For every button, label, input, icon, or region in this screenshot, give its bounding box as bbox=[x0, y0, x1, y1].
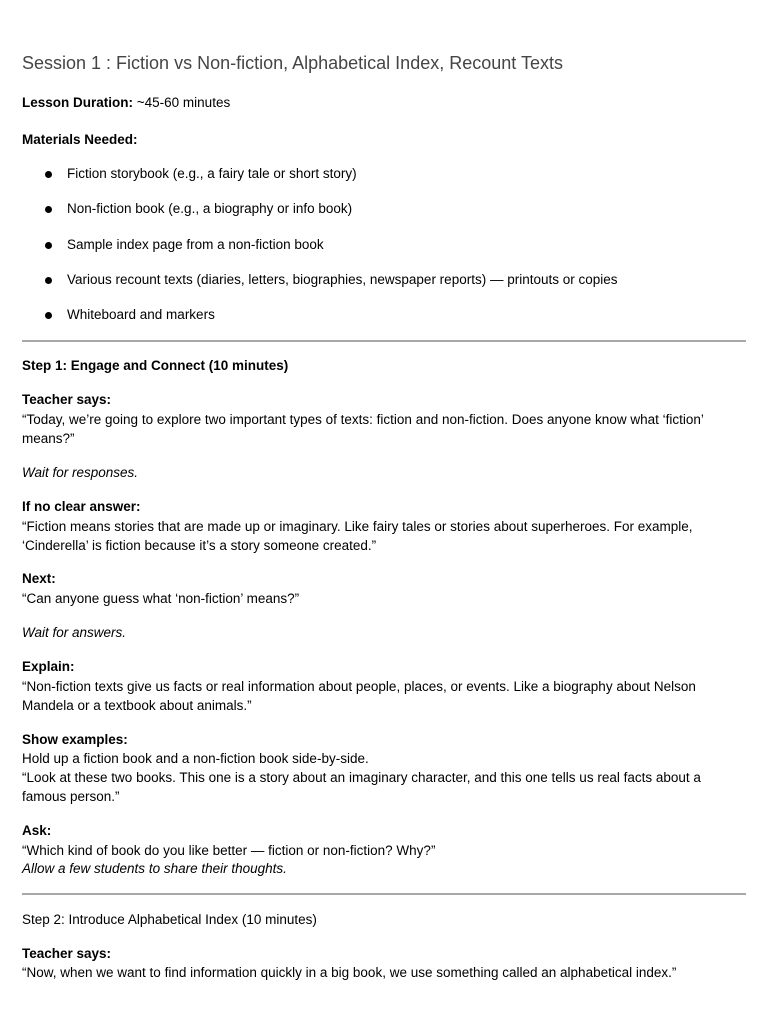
next-label: Next: bbox=[22, 571, 56, 586]
step1-teacher-says-line: “Today, we’re going to explore two important types of texts: fiction and non-fiction. Does anyone know what ‘fiction’ bbox=[22, 412, 704, 427]
lesson-duration bbox=[22, 93, 230, 112]
no-answer-line: ‘Cinderella’ is fiction because it’s a story someone created.” bbox=[22, 538, 377, 553]
list-item-text: Whiteboard and markers bbox=[67, 307, 215, 322]
step2-heading: Step 2: Introduce Alphabetical Index (10 minutes) bbox=[22, 912, 317, 927]
bullet-icon bbox=[45, 242, 52, 249]
show-examples-label: Show examples: bbox=[22, 732, 128, 747]
list-item-text: Non-fiction book (e.g., a biography or info book) bbox=[67, 201, 353, 216]
no-answer-label: If no clear answer: bbox=[22, 499, 141, 514]
section-divider bbox=[22, 340, 746, 342]
step1-teacher-says-label: Teacher says: bbox=[22, 392, 112, 407]
bullet-icon bbox=[45, 206, 52, 213]
bullet-icon bbox=[45, 171, 52, 178]
show-examples-line: Hold up a fiction book and a non-fiction book side-by-side. bbox=[22, 751, 369, 766]
list-item-text: Sample index page from a non-fiction book bbox=[67, 237, 324, 252]
no-answer-line: “Fiction means stories that are made up or imaginary. Like fairy tales or stories about superheroes. For example, bbox=[22, 519, 693, 534]
wait-answers-note: Wait for answers. bbox=[22, 625, 127, 640]
next-line: “Can anyone guess what ‘non-fiction’ means?” bbox=[22, 591, 300, 606]
section-divider bbox=[22, 893, 746, 895]
materials-heading: Materials Needed: bbox=[22, 132, 138, 147]
step2-teacher-says-label: Teacher says: bbox=[22, 946, 112, 961]
ask-label: Ask: bbox=[22, 823, 52, 838]
wait-responses-note: Wait for responses. bbox=[22, 465, 139, 480]
explain-line: “Non-fiction texts give us facts or real information about people, places, or events. Like a biography about Nelson bbox=[22, 679, 696, 694]
bullet-icon bbox=[45, 277, 52, 284]
show-examples-line: famous person.” bbox=[22, 789, 120, 804]
lesson-duration-value: ~45-60 minutes bbox=[133, 95, 231, 110]
lesson-duration-label: Lesson Duration: bbox=[22, 95, 134, 110]
ask-line: “Which kind of book do you like better — fiction or non-fiction? Why?” bbox=[22, 843, 436, 858]
ask-instruction: Allow a few students to share their thoughts. bbox=[22, 861, 287, 876]
page-title: Session 1 : Fiction vs Non-fiction, Alphabetical Index, Recount Texts bbox=[22, 53, 563, 73]
step2-teacher-says-line: “Now, when we want to find information quickly in a big book, we use something called an alphabetical index.” bbox=[22, 965, 677, 980]
bullet-icon bbox=[45, 312, 52, 319]
explain-line: Mandela or a textbook about animals.” bbox=[22, 698, 252, 713]
step1-teacher-says-line: means?” bbox=[22, 431, 75, 446]
list-item-text: Various recount texts (diaries, letters, biographies, newspaper reports) — printouts or copies bbox=[67, 272, 618, 287]
explain-label: Explain: bbox=[22, 659, 75, 674]
step1-heading: Step 1: Engage and Connect (10 minutes) bbox=[22, 358, 289, 373]
list-item-text: Fiction storybook (e.g., a fairy tale or short story) bbox=[67, 166, 357, 181]
show-examples-line: “Look at these two books. This one is a story about an imaginary character, and this one tells us real facts about a bbox=[22, 770, 701, 785]
